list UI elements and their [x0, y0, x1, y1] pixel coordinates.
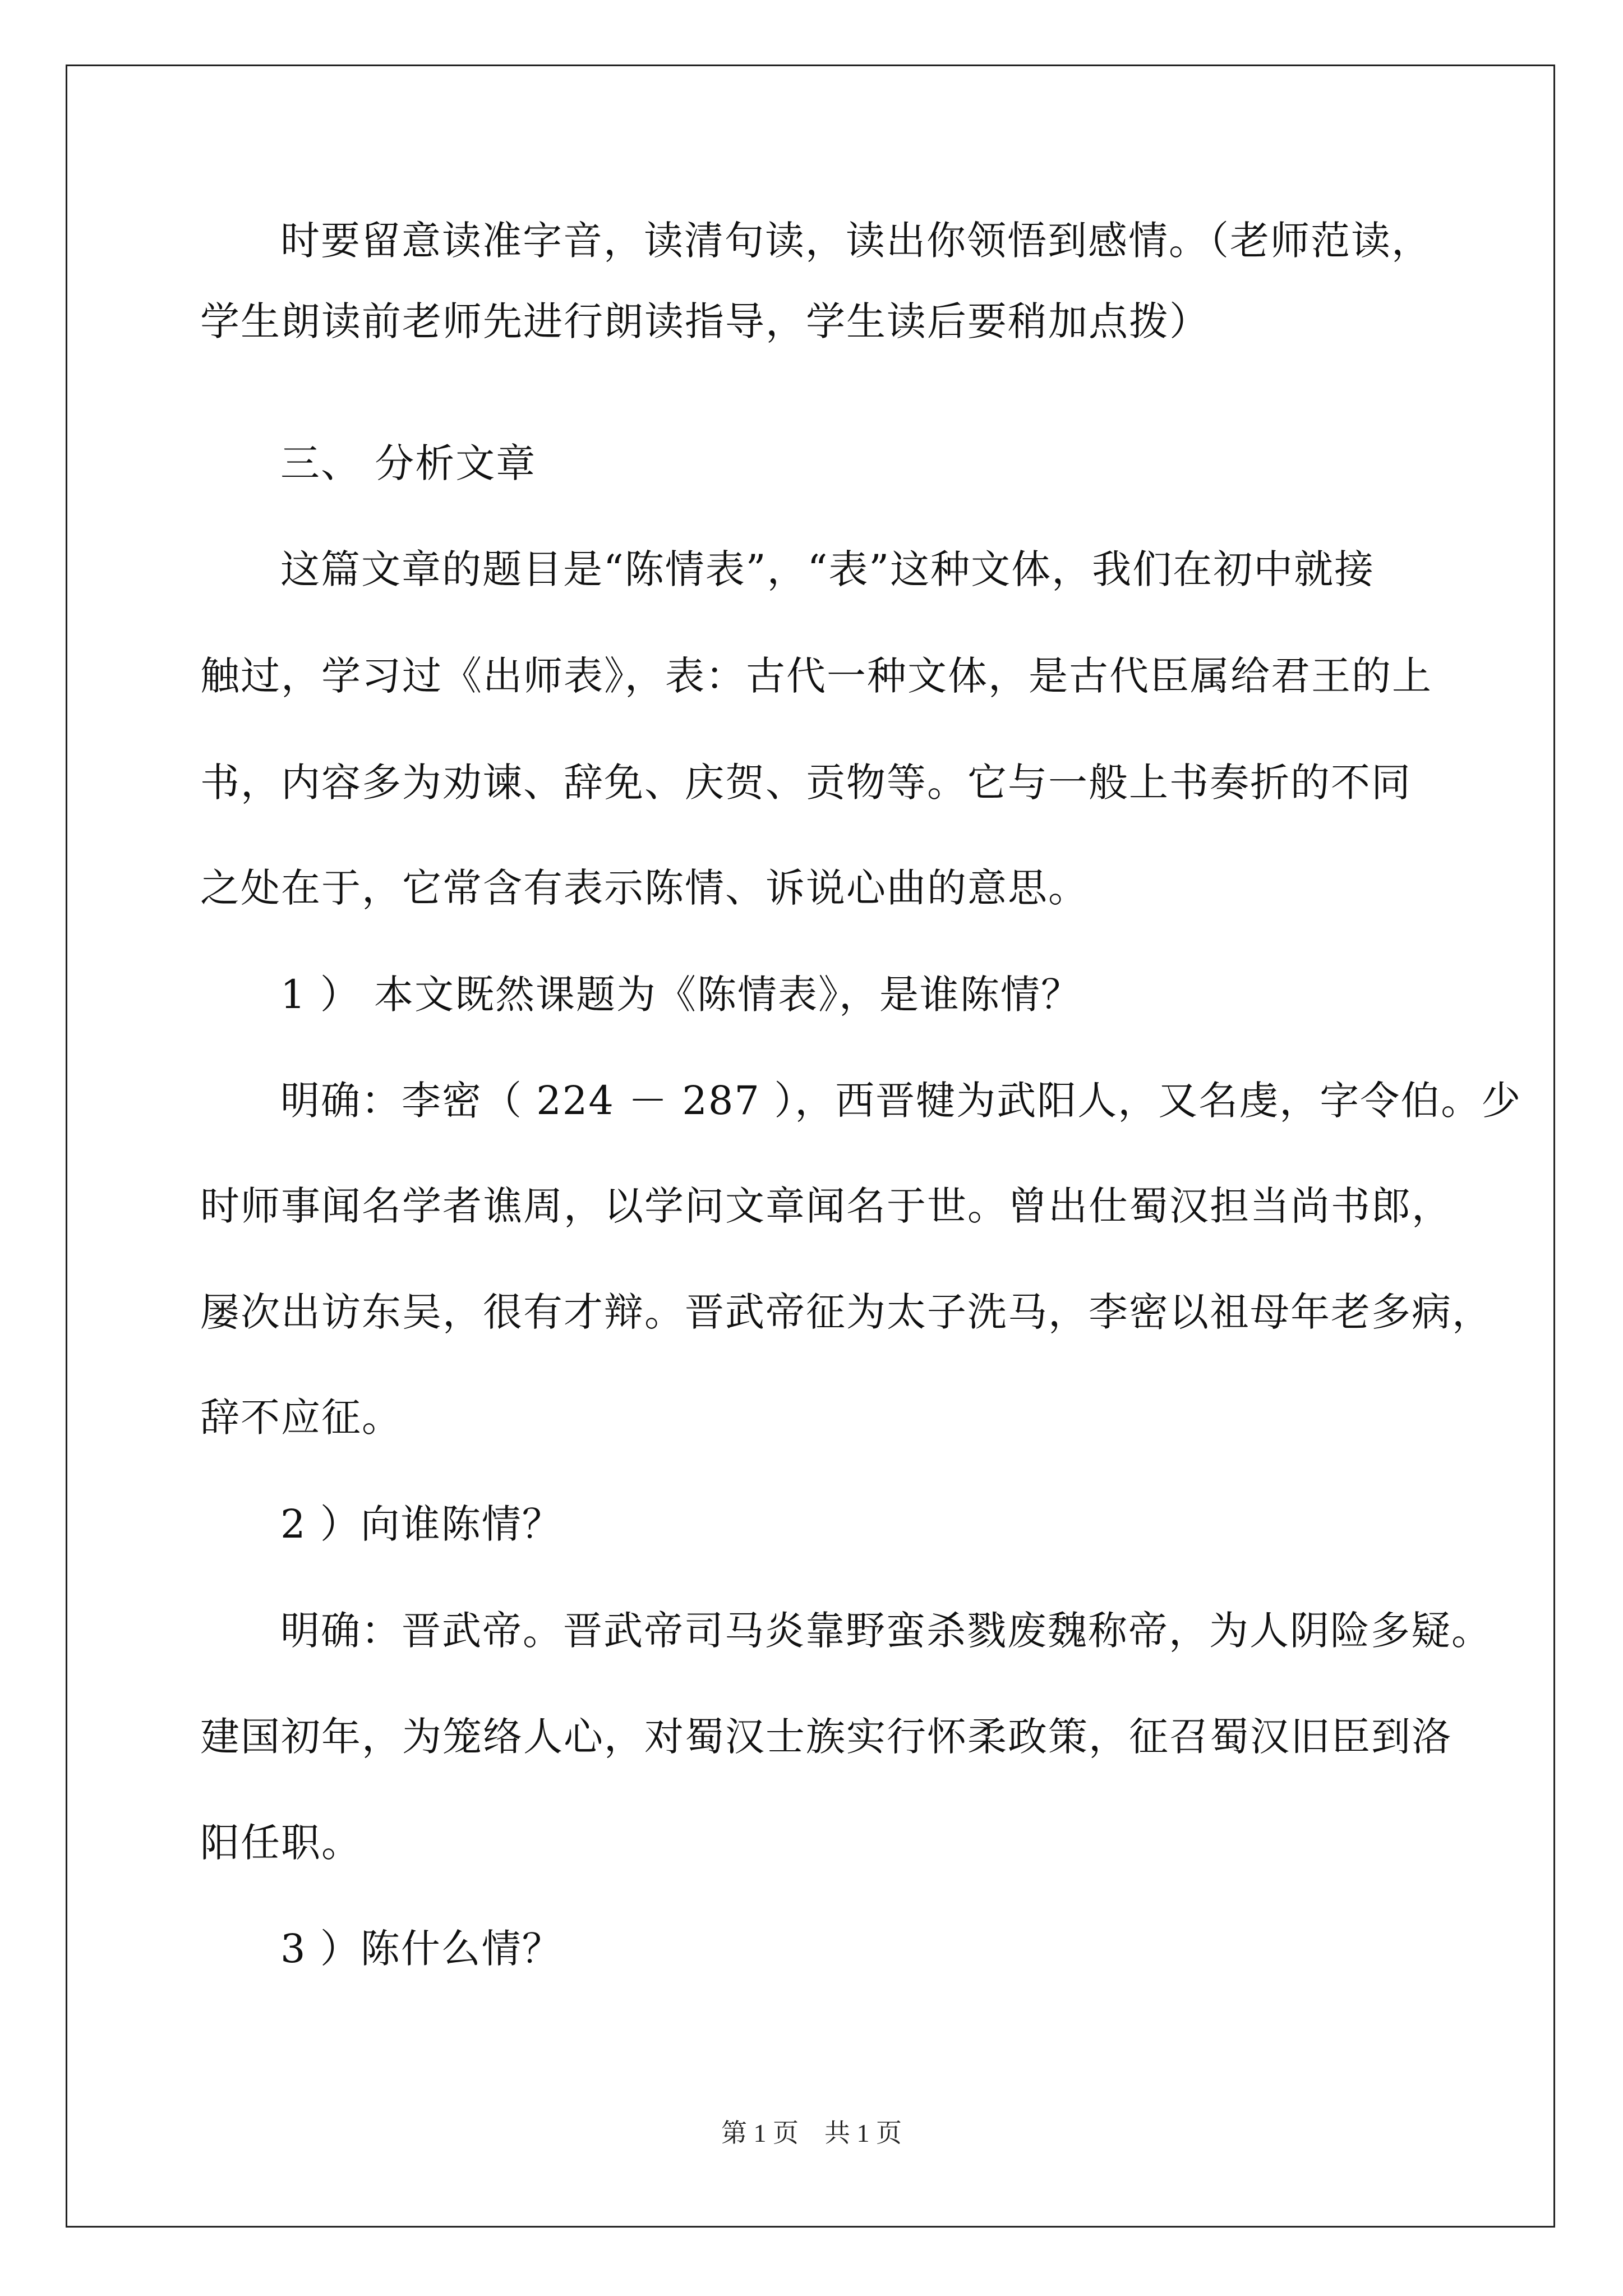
- paragraph-line: 时要留意读准字音，读清句读，读出你领悟到感情。（老师范读，: [280, 218, 1432, 264]
- page-footer: 第 1 页 共 1 页: [721, 2119, 902, 2147]
- question-line: 2 ）向谁陈情？: [280, 1501, 562, 1547]
- paragraph-line: 这篇文章的题目是“陈情表”，“表”这种文体，我们在初中就接: [280, 546, 1375, 592]
- question-line: 3 ）陈什么情？: [280, 1926, 562, 1972]
- paragraph-line: 明确：李密（ 224 － 287 ），西晋犍为武阳人，又名虔，字令伯。少: [280, 1078, 1522, 1124]
- paragraph-line: 之处在于，它常含有表示陈情、诉说心曲的意思。: [200, 865, 1089, 911]
- section-heading: 三、 分析文章: [280, 440, 537, 486]
- page-border: [66, 65, 1555, 2228]
- paragraph-line: 屡次出访东吴，很有才辩。晋武帝征为太子洗马，李密以祖母年老多病，: [200, 1289, 1492, 1335]
- paragraph-line: 学生朗读前老师先进行朗读指导，学生读后要稍加点拨）: [200, 298, 1210, 344]
- paragraph-line: 书，内容多为劝谏、辞免、庆贺、贡物等。它与一般上书奏折的不同: [200, 760, 1412, 806]
- question-line: 1 ） 本文既然课题为《陈情表》，是谁陈情？: [280, 972, 1082, 1018]
- paragraph-line: 建国初年，为笼络人心，对蜀汉士族实行怀柔政策，征召蜀汉旧臣到洛: [200, 1714, 1452, 1760]
- paragraph-line: 时师事闻名学者谯周，以学问文章闻名于世。曾出仕蜀汉担当尚书郎，: [200, 1183, 1452, 1229]
- paragraph-line: 辞不应征。: [200, 1395, 402, 1441]
- paragraph-line: 触过，学习过《出师表》，表：古代一种文体，是古代臣属给君王的上: [200, 653, 1432, 699]
- paragraph-line: 明确：晋武帝。晋武帝司马炎靠野蛮杀戮废魏称帝，为人阴险多疑。: [280, 1608, 1492, 1654]
- paragraph-line: 阳任职。: [200, 1820, 362, 1866]
